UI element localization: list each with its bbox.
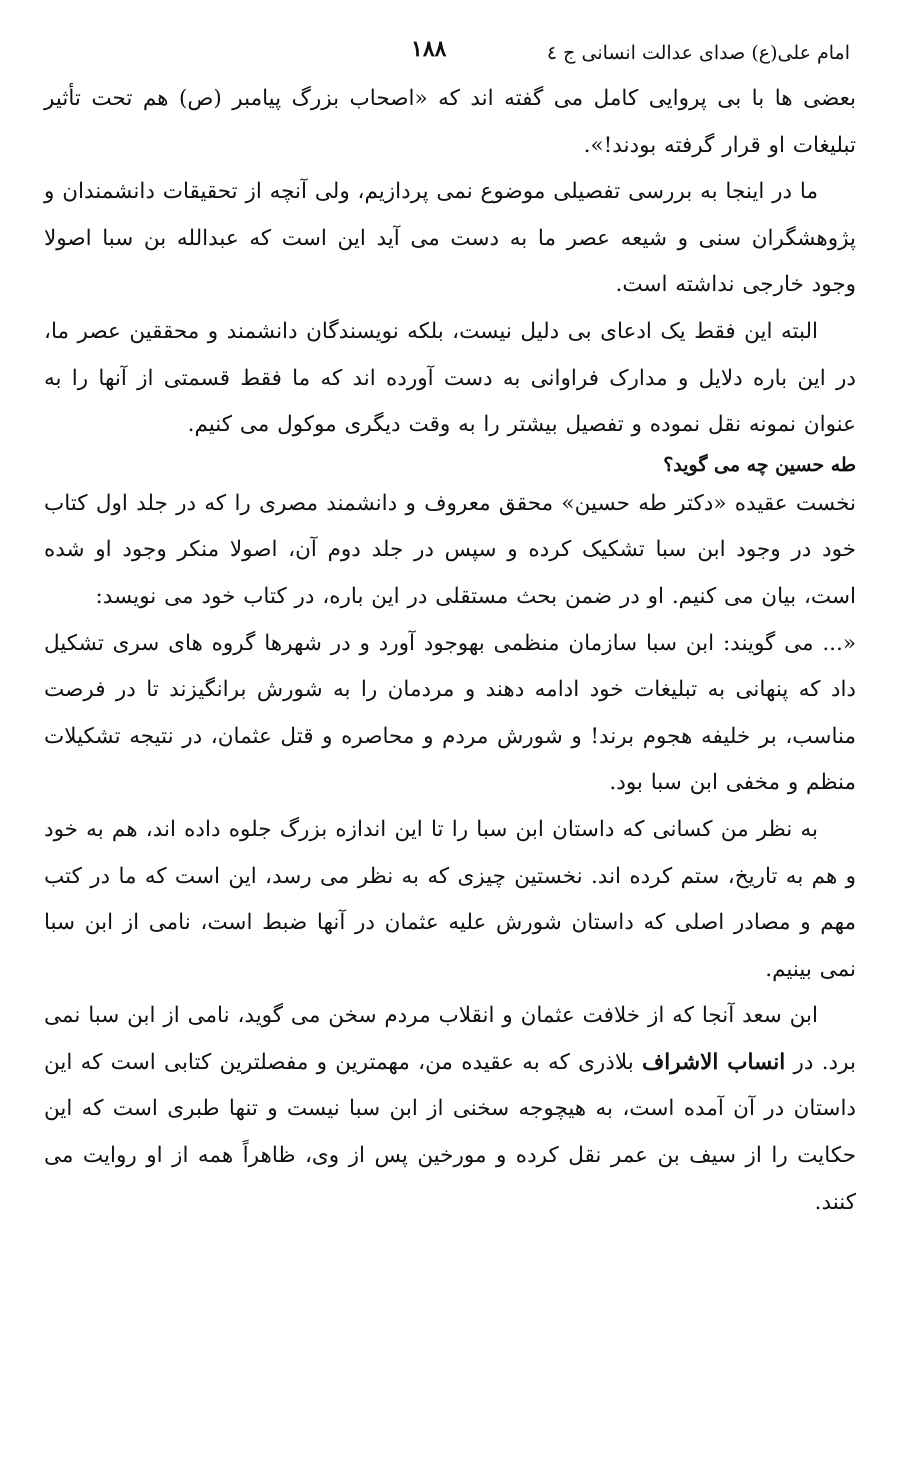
paragraph-7-part1: ابن سعد آنجا که از خلافت عثمان و انقلاب مردم سخن می گوید، نامی از ابن سبا نمی برد. در [44, 1003, 856, 1075]
paragraph-7-part2: بلاذری که به عقیده من، مهمترین و مفصلترین کتابی است که این داستان در آن آمده است، به هیچوجه سخنی از ابن سبا نیست و تنها طبری است که این حکایت را از سیف بن عمر نقل کرده و مورخین پس از وی، ظاهراً همه از او روایت می کنند. [44, 1049, 856, 1215]
page-body [44, 76, 856, 1226]
book-title: امام علی(ع) صدای عدالت انسانی ج ٤ [546, 42, 850, 64]
page-header [44, 32, 856, 66]
paragraph-4: نخست عقیده «دکتر طه حسین» محقق معروف و دانشمند مصری را که در جلد اول کتاب خود در وجود ابن سبا تشکیک کرده و سپس در جلد دوم آن، اصولا منکر وجود او شده است، بیان می کنیم. او در ضمن بحث مستقلی در این باره، در کتاب خود می نویسد: [44, 490, 856, 609]
paragraph-7 [44, 993, 856, 1226]
paragraph-6: به نظر من کسانی که داستان ابن سبا را تا این اندازه بزرگ جلوه داده اند، هم به خود و هم به تاریخ، ستم کرده اند. نخستین چیزی که به نظر می رسد، این است که ما در کتب مهم و مصادر اصلی که داستان شورش علیه عثمان در آنها ضبط است، نامی از ابن سبا نمی بینیم. [44, 816, 856, 982]
paragraph-5-quote: «... می گویند: ابن سبا سازمان منظمی بهوجود آورد و در شهرها گروه های سری تشکیل داد که پنهانی به تبلیغات خود ادامه دهند و مردمان را به شورش برانگیزند تا در فرصت مناسب، بر خلیفه هجوم برند! و شورش مردم و محاصره و قتل عثمان، در نتیجه تشکیلات منظم و مخفی ابن سبا بود. [44, 630, 856, 796]
section-heading: طه حسین چه می گوید؟ [663, 453, 856, 476]
page-number: ۱۸۸ [411, 36, 447, 62]
paragraph-1: بعضی ها با بی پروایی کامل می گفته اند که «اصحاب بزرگ پیامبر (ص) هم تحت تأثیر تبلیغات او قرار گرفته بودند!». [44, 86, 856, 158]
paragraph-3: البته این فقط یک ادعای بی دلیل نیست، بلکه نویسندگان دانشمند و محققین عصر ما، در این باره دلایل و مدارک فراوانی به دست آورده اند که ما فقط قسمتی از آنها را به عنوان نمونه نقل نموده و تفصیل بیشتر را به وقت دیگری موکول می کنیم. [44, 318, 856, 438]
document-page [44, 32, 856, 1226]
book-name-ansab: انساب الاشراف [641, 1049, 786, 1075]
paragraph-2: ما در اینجا به بررسی تفصیلی موضوع نمی پردازیم، ولی آنچه از تحقیقات دانشمندان و پژوهشگران سنی و شیعه عصر ما به دست می آید این است که عبدالله بن سبا اصولا وجود خارجی نداشته است. [44, 179, 856, 298]
